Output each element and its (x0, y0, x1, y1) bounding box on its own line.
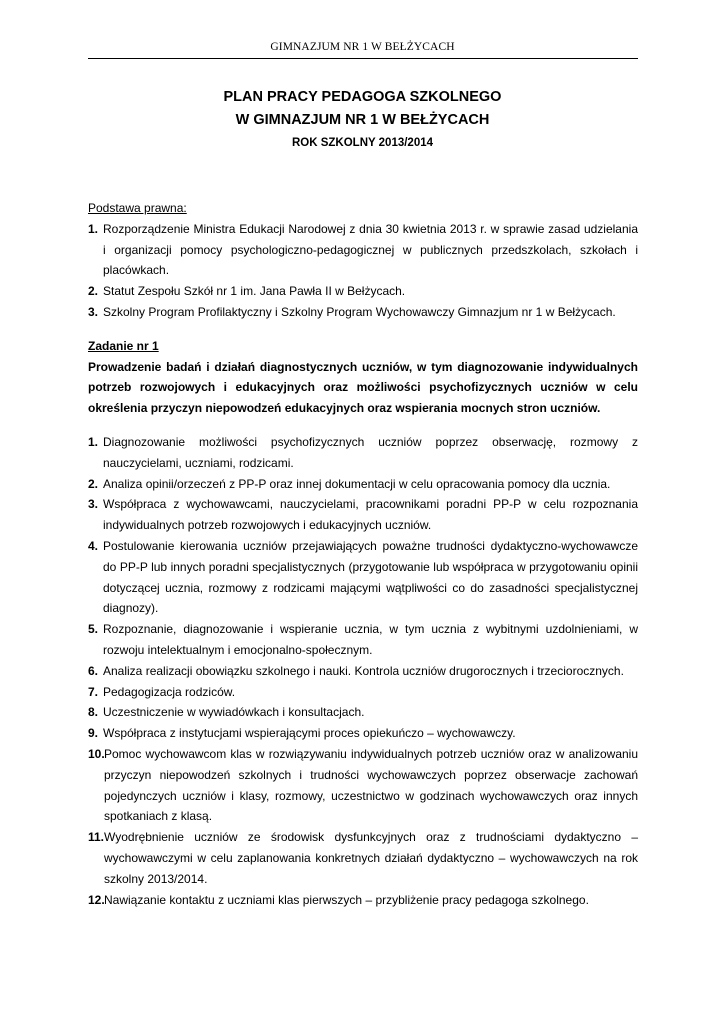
item-text: Szkolny Program Profilaktyczny i Szkolny Program Wychowawczy Gimnazjum nr 1 w Bełżycach. (103, 304, 616, 319)
list-item (88, 661, 638, 682)
list-item (88, 302, 638, 323)
document-body (88, 198, 638, 910)
item-number: 9. (88, 726, 99, 741)
item-text: Uczestniczenie w wywiadówkach i konsultacjach. (103, 705, 365, 720)
task-heading: Zadanie nr 1 (88, 338, 159, 353)
item-number: 3. (88, 304, 99, 319)
school-year: ROK SZKOLNY 2013/2014 (291, 137, 434, 149)
list-item (88, 682, 638, 703)
list-item (88, 890, 638, 911)
document-subtitle: W GIMNAZJUM NR 1 W BEŁŻYCACH (235, 112, 490, 128)
running-header: GIMNAZJUM NR 1 W BEŁŻYCACH (270, 41, 455, 53)
list-item (88, 432, 638, 474)
list-item (88, 494, 638, 536)
item-number: 1. (88, 221, 99, 236)
item-text: Rozpoznanie, diagnozowanie i wspieranie ucznia, w tym ucznia z wybitnymi uzdolnieniami, w rozwoju intelektualnym i emocjonalno-społecznym. (103, 622, 638, 657)
item-text: Rozporządzenie Ministra Edukacji Narodowej z dnia 30 kwietnia 2013 r. w sprawie zasad udzielania i organizacji pomocy psychologiczno-pedagogicznej w publicznych przedszkolach, szkołach i placówkach. (103, 221, 638, 278)
legal-basis-list (88, 219, 638, 323)
list-item (88, 827, 638, 889)
item-text: Współpraca z instytucjami wspierającymi proces opiekuńczo – wychowawczy. (103, 726, 516, 741)
list-item (88, 219, 638, 281)
spacer (88, 419, 638, 432)
item-text: Wyodrębnienie uczniów ze środowisk dysfunkcyjnych oraz z trudnościami dydaktyczno –wychowawczymi w celu zaplanowania konkretnych działań dydaktyczno – wychowawczych na rok szkolny 2013/2014. (104, 830, 638, 886)
item-number: 12. (88, 892, 105, 907)
item-number: 3. (88, 497, 99, 512)
item-text: Analiza realizacji obowiązku szkolnego i nauki. Kontrola uczniów drugorocznych i trzeciorocznych. (103, 663, 624, 678)
item-number: 2. (88, 284, 99, 299)
document-title-block (0, 86, 725, 154)
list-item (88, 723, 638, 744)
list-item (88, 619, 638, 661)
list-item (88, 702, 638, 723)
item-text: Postulowanie kierowania uczniów przejawiających poważne trudności dydaktyczno-wychowawcze do PP-P lub innych poradni specjalistycznych (przygotowanie lub współpraca w przygotowaniu opinii dotyczącej ucznia, rozmowy z rodzicami mającymi wątpliwości co do zasadności specjalistycznej diagnozy). (103, 538, 638, 616)
item-number: 5. (88, 622, 99, 637)
task-description: Prowadzenie badań i działań diagnostycznych uczniów, w tym diagnozowanie indywidualnych potrzeb rozwojowych i edukacyjnych oraz możliwości psychofizycznych uczniów w celu określenia przyczyn niepowodzeń edukacyjnych oraz wspierania mocnych stron uczniów. (88, 359, 638, 416)
item-text: Nawiązanie kontaktu z uczniami klas pierwszych – przybliżenie pracy pedagoga szkolnego. (104, 892, 589, 907)
item-text: Analiza opinii/orzeczeń z PP-P oraz innej dokumentacji w celu opracowania pomocy dla ucznia. (103, 476, 611, 491)
document-title: PLAN PRACY PEDAGOGA SZKOLNEGO (223, 89, 502, 105)
item-text: Diagnozowanie możliwości psychofizycznych uczniów poprzez obserwację, rozmowy z nauczycielami, uczniami, rodzicami. (103, 434, 638, 470)
spacer (88, 323, 638, 336)
item-number: 6. (88, 663, 99, 678)
item-number: 2. (88, 476, 99, 491)
item-text: Współpraca z wychowawcami, nauczycielami, pracownikami poradni PP-P w celu rozpoznania indywidualnych potrzeb rozwojowych i edukacyjnych uczniów. (103, 497, 638, 533)
item-number: 8. (88, 705, 99, 720)
list-item (88, 281, 638, 302)
legal-basis-heading: Podstawa prawna: (88, 201, 187, 215)
item-number: 7. (88, 684, 99, 699)
list-item (88, 744, 638, 827)
list-item (88, 536, 638, 619)
item-number: 10. (88, 746, 105, 761)
item-text: Statut Zespołu Szkół nr 1 im. Jana Pawła II w Bełżycach. (103, 284, 406, 299)
header-divider (88, 58, 638, 59)
task-activities-list (88, 432, 638, 910)
list-item (88, 474, 638, 495)
item-number: 4. (88, 538, 99, 553)
item-text: Pedagogizacja rodziców. (103, 684, 236, 699)
item-text: Pomoc wychowawcom klas w rozwiązywaniu indywidualnych potrzeb uczniów oraz w analizowaniu przyczyn niepowodzeń szkolnych i trudności wychowawczych poprzez obserwacje zachowań pojedynczych uczniów i klasy, rozmowy, uczestnictwo w godzinach wychowawczych oraz innych spotkaniach z klasą. (104, 746, 638, 824)
item-number: 1. (88, 434, 99, 449)
item-number: 11. (88, 830, 105, 845)
